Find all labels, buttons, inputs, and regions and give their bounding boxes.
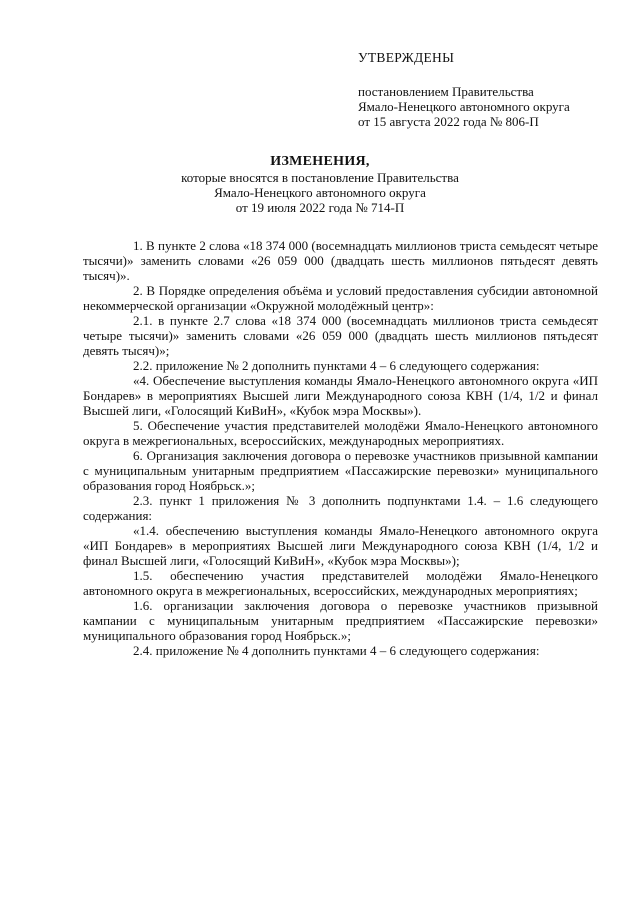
paragraph: 1.6. организации заключения договора о перевозке участников призывной кампании с муниципальным унитарным предприятием «Пассажирские перевозки» муниципального образования город Ноябрьск.»; <box>83 598 598 643</box>
title-line: от 19 июля 2022 года № 714-П <box>235 200 405 215</box>
paragraph: 2. В Порядке определения объёма и условий предоставления субсидии автономной некоммерческой организации «Окружной молодёжный центр»: <box>83 283 598 313</box>
title-line: которые вносятся в постановление Правительства <box>181 170 459 185</box>
approval-details <box>358 84 628 129</box>
paragraph: 5. Обеспечение участия представителей молодёжи Ямало-Ненецкого автономного округа в межрегиональных, всероссийских, международных мероприятиях. <box>83 418 598 448</box>
document-title-block <box>0 154 640 215</box>
approval-line: Ямало-Ненецкого автономного округа <box>358 99 570 114</box>
paragraph: 1.5. обеспечению участия представителей молодёжи Ямало-Ненецкого автономного округа в межрегиональных, всероссийских, международных мероприятиях; <box>83 568 598 598</box>
paragraph: 2.3. пункт 1 приложения № 3 дополнить подпунктами 1.4. – 1.6 следующего содержания: <box>83 493 598 523</box>
paragraph: 6. Организация заключения договора о перевозке участников призывной кампании с муниципальным унитарным предприятием «Пассажирские перевозки» муниципального образования город Ноябрьск.»; <box>83 448 598 493</box>
document-body <box>83 238 598 658</box>
approval-line: от 15 августа 2022 года № 806-П <box>358 114 539 129</box>
title-line: Ямало-Ненецкого автономного округа <box>214 185 426 200</box>
paragraph: 2.4. приложение № 4 дополнить пунктами 4 – 6 следующего содержания: <box>133 643 540 658</box>
paragraph: 2.2. приложение № 2 дополнить пунктами 4 – 6 следующего содержания: <box>133 358 540 373</box>
paragraph: 1. В пункте 2 слова «18 374 000 (восемнадцать миллионов триста семьдесят четыре тысячи)» заменить словами «26 059 000 (двадцать шесть миллионов пятьдесят девять тысяч)». <box>83 238 598 283</box>
paragraph: 2.1. в пункте 2.7 слова «18 374 000 (восемнадцать миллионов триста семьдесят четыре тысячи)» заменить словами «26 059 000 (двадцать шесть миллионов пятьдесят девять тысяч)»; <box>83 313 598 358</box>
paragraph: «1.4. обеспечению выступления команды Ямало-Ненецкого автономного округа «ИП Бондарев» в мероприятиях Высшей лиги Международного союза КВН (1/4, 1/2 и финал Высшей лиги, «Голосящий КиВиН», «Кубок мэра Москвы»); <box>83 523 598 568</box>
approval-line: постановлением Правительства <box>358 84 534 99</box>
document-title: ИЗМЕНЕНИЯ, <box>270 154 370 169</box>
paragraph: «4. Обеспечение выступления команды Ямало-Ненецкого автономного округа «ИП Бондарев» в мероприятиях Высшей лиги Международного союза КВН (1/4, 1/2 и финал Высшей лиги, «Голосящий КиВиН», «Кубок мэра Москвы»). <box>83 373 598 418</box>
approval-stamp-title: УТВЕРЖДЕНЫ <box>358 50 455 65</box>
